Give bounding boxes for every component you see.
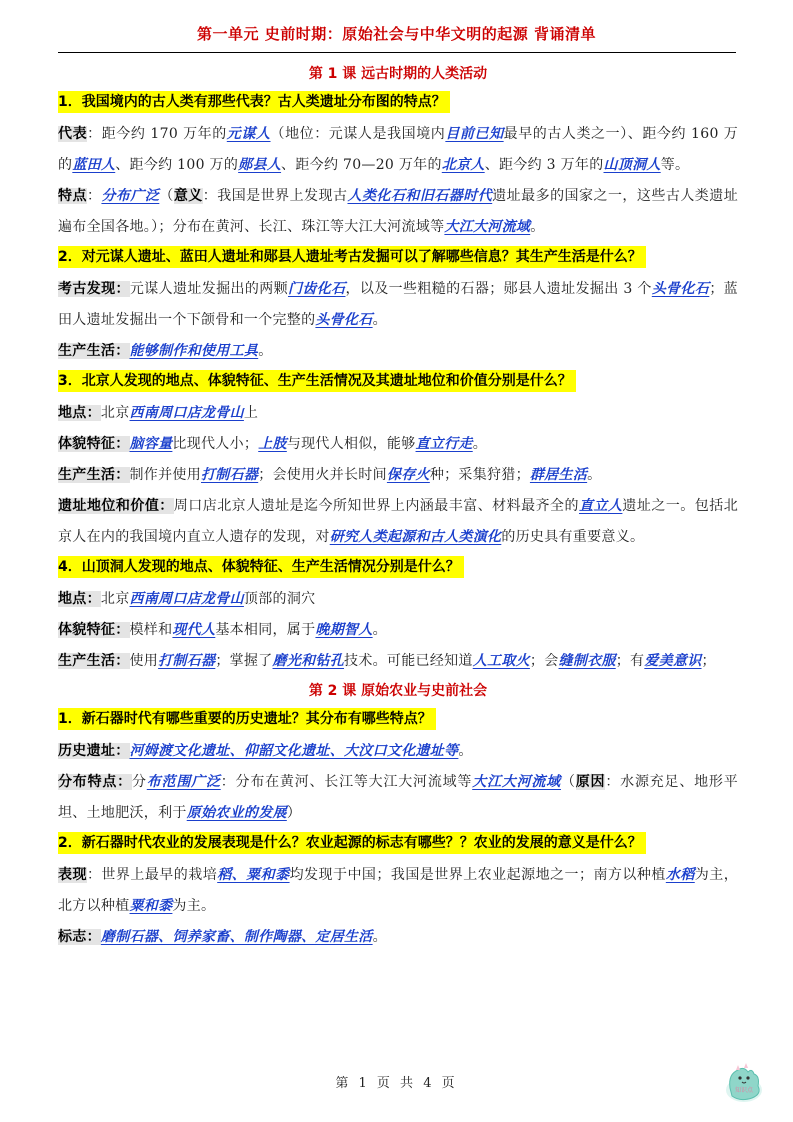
text: 比现代人小； (172, 436, 259, 452)
text: 的历史具有重要意义。 (501, 529, 645, 545)
keyword: 人工取火 (472, 653, 530, 669)
keyword: 稻、粟和黍 (217, 867, 290, 883)
keyword: 缝制衣服 (558, 653, 616, 669)
text: 、距今约 3 万年的 (484, 157, 604, 173)
keyword: 脑容量 (129, 436, 173, 452)
text: 。 (587, 467, 602, 483)
keyword: 打制石器 (158, 653, 216, 669)
text: 元谋人遗址发掘出的两颗 (129, 281, 288, 297)
lesson-1-title: 第 1 课 远古时期的人类活动 (308, 66, 488, 82)
text: 。 (530, 219, 545, 235)
logo-text: 知识点 (734, 1087, 754, 1094)
paragraph-sd-production (58, 646, 738, 677)
label-timao: 体貌特征： (58, 622, 130, 638)
paragraph-distribution (58, 767, 738, 829)
label-tedian: 特点 (58, 188, 87, 204)
text: ：我国是世界上发现古 (202, 188, 348, 204)
keyword: 研究人类起源和古人类演化 (329, 529, 502, 545)
text: ；掌握了 (215, 653, 273, 669)
text: 、距今约 100 万的 (115, 157, 239, 173)
question-1-3: 3．北京人发现的地点、体貌特征、生产生活情况及其遗址地位和价值分别是什么？ (58, 370, 576, 392)
keyword: 水稻 (665, 867, 695, 883)
text: 制作并使用 (129, 467, 201, 483)
text: ；会使用火并长时间 (258, 467, 387, 483)
text: ：距今约 170 万年的 (87, 126, 227, 142)
label-shengchan: 生产生活： (58, 467, 130, 483)
keyword: 磨制石器、饲养家畜、制作陶器、定居生活 (100, 929, 373, 945)
text: 均发现于中国；我国是世界上农业起源地之一；南方以种植 (289, 867, 666, 883)
label-didian: 地点： (58, 591, 101, 607)
text: ） (286, 805, 302, 821)
text: 分 (131, 774, 147, 790)
text: ：世界上最早的栽培 (86, 867, 218, 883)
keyword: 爱美意识 (644, 653, 702, 669)
label-yuanyin: 原因 (575, 774, 606, 790)
keyword: 西南周口店龙骨山 (129, 405, 244, 421)
text: ；会 (529, 653, 559, 669)
label-diwei: 遗址地位和价值： (58, 498, 174, 514)
text: 。 (258, 343, 273, 359)
text: ： (86, 188, 102, 204)
keyword: 门齿化石 (287, 281, 346, 297)
keyword: 目前已知 (445, 126, 504, 142)
text: 种；采集狩猎； (429, 467, 530, 483)
keyword: 晚期智人 (315, 622, 373, 638)
paragraph-bj-production (58, 460, 738, 491)
keyword: 大江大河流域 (472, 774, 561, 790)
text: ； (701, 653, 716, 669)
question-1-2: 2．对元谋人遗址、蓝田人遗址和郧县人遗址考古发掘可以了解哪些信息？其生产生活是什么？ (58, 246, 646, 268)
keyword: 布范围广泛 (146, 774, 221, 790)
keyword: 元谋人 (226, 126, 271, 142)
paragraph-sd-physique (58, 615, 738, 646)
text: 技术。可能已经知道 (344, 653, 473, 669)
paragraph-bj-physique (58, 429, 738, 460)
paragraph-signs (58, 922, 738, 953)
keyword: 上肢 (258, 436, 287, 452)
text: 遗址最多的国家之一，这些古人类遗址遍布全国各地。）；分布在黄河、长江、珠江等大江大河流域等 (58, 188, 739, 235)
label-didian: 地点： (58, 405, 101, 421)
page-title: 第一单元 史前时期：原始社会与中华文明的起源 背诵清单 (197, 25, 596, 43)
text: ：水源充足、地形平坦、土地肥沃，利于 (58, 774, 738, 821)
document-body (58, 60, 738, 953)
label-timao: 体貌特征： (58, 436, 130, 452)
paragraph-features (58, 181, 738, 243)
text: 北京 (100, 405, 130, 421)
page-number: 第 1 页 共 4 页 (335, 1076, 458, 1091)
label-yizhi: 历史遗址： (58, 743, 130, 759)
paragraph-production (58, 336, 738, 367)
text: 基本相同，属于 (215, 622, 316, 638)
keyword: 蓝田人 (72, 157, 116, 173)
keyword: 保存火 (386, 467, 430, 483)
text: ，以及一些粗糙的石器；郧县人遗址发掘出 3 个 (345, 281, 652, 297)
paragraph-sd-location (58, 584, 738, 615)
text: 模样和 (129, 622, 173, 638)
question-2-2: 2．新石器时代农业的发展表现是什么？农业起源的标志有哪些？？农业的发展的意义是什么？ (58, 832, 646, 854)
question-1-1: 1．我国境内的古人类有那些代表？古人类遗址分布图的特点？ (58, 91, 450, 113)
text: 上 (243, 405, 259, 421)
keyword: 磨光和钻孔 (272, 653, 345, 669)
header-divider (58, 52, 736, 53)
text: 遗址之一。包括北京人在内的我国境内直立人遗存的发现，对 (58, 498, 739, 545)
keyword: 群居生活 (529, 467, 588, 483)
keyword: 郧县人 (238, 157, 282, 173)
text: 为主，北方以种植 (58, 867, 739, 914)
text: 顶部的洞穴 (243, 591, 316, 607)
text: ；蓝田人遗址发掘出一个下颌骨和一个完整的 (58, 281, 738, 328)
text: 与现代人相似，能够 (286, 436, 416, 452)
text: （ (159, 188, 174, 204)
keyword: 现代人 (172, 622, 216, 638)
text: 。 (372, 312, 387, 328)
text: 最早的古人类之一）、距今约 160 万的 (58, 126, 738, 173)
label-yiyi: 意义 (173, 188, 203, 204)
text: 周口店北京人遗址是迄今所知世界上内涵最丰富、材料最齐全的 (173, 498, 579, 514)
keyword: 河姆渡文化遗址、仰韶文化遗址、大汶口文化遗址等 (129, 743, 459, 759)
paragraph-performance (58, 860, 738, 922)
paragraph-representatives (58, 119, 738, 181)
keyword: 直立行走 (415, 436, 473, 452)
keyword: 西南周口店龙骨山 (129, 591, 244, 607)
question-2-1: 1．新石器时代有哪些重要的历史遗址？其分布有哪些特点？ (58, 708, 436, 730)
label-shengchan: 生产生活： (58, 343, 130, 359)
text: 使用 (129, 653, 159, 669)
keyword: 头骨化石 (651, 281, 710, 297)
label-daibiao: 代表 (58, 126, 88, 142)
label-biaoxian: 表现 (58, 867, 87, 883)
text: 。 (472, 436, 488, 452)
text: 北京 (100, 591, 130, 607)
paragraph-bj-status (58, 491, 738, 553)
keyword: 山顶洞人 (603, 157, 661, 173)
text: ：分布在黄河、长江等大江大河流域等 (220, 774, 473, 790)
label-biaozhi: 标志： (58, 929, 101, 945)
keyword: 直立人 (578, 498, 623, 514)
dinosaur-logo (718, 1060, 768, 1106)
text: 。 (372, 929, 387, 945)
text: 。 (458, 743, 473, 759)
text: 。 (372, 622, 387, 638)
text: 为主。 (172, 898, 216, 914)
label-shengchan: 生产生活： (58, 653, 130, 669)
text: （ (560, 774, 576, 790)
paragraph-sites (58, 736, 738, 767)
keyword: 能够制作和使用工具 (129, 343, 259, 359)
text: （地位：元谋人是我国境内 (270, 126, 446, 142)
paragraph-archaeology (58, 274, 738, 336)
keyword: 大江大河流域 (444, 219, 531, 235)
keyword: 原始农业的发展 (186, 805, 287, 821)
keyword: 人类化石和旧石器时代 (347, 188, 493, 204)
text: ；有 (615, 653, 645, 669)
keyword: 分布广泛 (101, 188, 160, 204)
keyword: 北京人 (441, 157, 485, 173)
text: 等。 (660, 157, 690, 173)
keyword: 粟和黍 (129, 898, 173, 914)
text: 、距今约 70—20 万年的 (281, 157, 442, 173)
keyword: 打制石器 (201, 467, 259, 483)
label-kaogu: 考古发现： (58, 281, 130, 297)
question-1-4: 4．山顶洞人发现的地点、体貌特征、生产生活情况分别是什么？ (58, 556, 464, 578)
label-fenbu: 分布特点： (58, 774, 132, 790)
paragraph-bj-location (58, 398, 738, 429)
keyword: 头骨化石 (315, 312, 373, 328)
lesson-2-title: 第 2 课 原始农业与史前社会 (308, 683, 488, 699)
